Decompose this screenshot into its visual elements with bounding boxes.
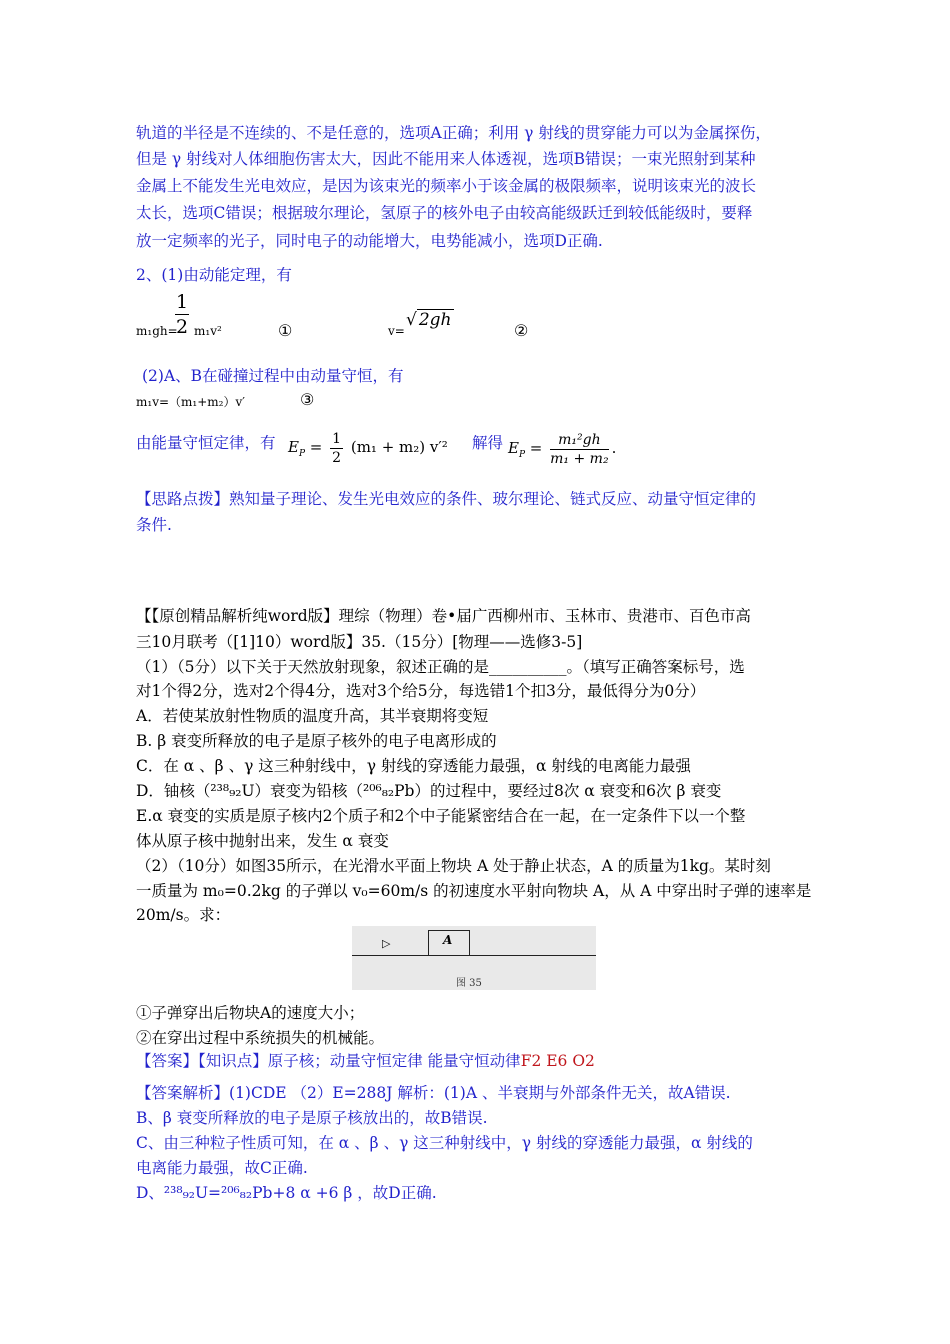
bullet-icon: ▷ [382, 937, 391, 950]
hint-line: 【思路点拨】熟知量子理论、发生光电效应的条件、玻尔理论、链式反应、动量守恒定律的 [136, 490, 757, 508]
problem-title: 三10月联考（[1]10）word版】35.（15分）[物理——选修3-5] [136, 633, 583, 651]
eq1-fraction [174, 290, 190, 339]
option-c: C．在 α 、β 、γ 这三种射线中，γ 射线的穿透能力最强，α 射线的电离能力最强 [136, 757, 691, 775]
explanation-line: B、β 衰变所释放的电子是原子核放出的，故B错误. [136, 1109, 488, 1127]
explanation-line: 电离能力最强，故C正确. [136, 1159, 308, 1177]
circle-marker-3: ③ [300, 390, 315, 409]
circle-marker-1: ① [278, 321, 293, 340]
energy-label: 由能量守恒定律，有 [136, 434, 276, 452]
q2-line2: (2)A、B在碰撞过程中由动量守恒，有 [142, 367, 404, 385]
paragraph-line: 放一定频率的光子，同时电子的动能增大，电势能减小，选项D正确. [136, 232, 603, 250]
option-b: B. β 衰变所释放的电子是原子核外的电子电离形成的 [136, 732, 497, 750]
solve-energy-subscript: P [518, 450, 526, 460]
question-1: ①子弹穿出后物块A的速度大小； [136, 1004, 365, 1022]
problem-title: 【【原创精品解析纯word版】理综（物理）卷•届广西柳州市、玉林市、贵港市、百色市高 [136, 607, 751, 625]
energy-subscript: P [298, 449, 306, 459]
explanation-line [136, 1082, 731, 1104]
eq3: m₁v=（m₁+m₂）v′ [136, 395, 245, 409]
solve-den: m₁ + m₂ [550, 450, 609, 467]
horizontal-surface [352, 955, 596, 956]
figure-caption: 图 35 [456, 978, 482, 989]
problem-part1: 对1个得2分，选对2个得4分，选对3个给5分，每选错1个扣3分，最低得分为0分） [136, 682, 706, 700]
circle-marker-2: ② [514, 321, 529, 340]
option-a: A．若使某放射性物质的温度升高，其半衰期将变短 [136, 707, 489, 725]
energy-symbol: E [288, 438, 299, 456]
answer-codes: F2 E6 O2 [520, 1052, 595, 1070]
problem-part1: （1）（5分）以下关于天然放射现象，叙述正确的是__________。（填写正确答案标号，选 [136, 658, 745, 676]
paragraph-line: 但是 γ 射线对人体细胞伤害太大，因此不能用来人体透视，选项B错误；一束光照射到某种 [136, 150, 756, 168]
equals-sign: = [309, 438, 323, 456]
explanation-line: C、由三种粒子性质可知，在 α 、β 、γ 这三种射线中，γ 射线的穿透能力最强，α 射线的 [136, 1134, 753, 1152]
block-a [428, 930, 470, 955]
energy-equation [288, 426, 448, 468]
paragraph-line: 太长，选项C错误；根据玻尔理论，氢原子的核外电子由较高能级跃迁到较低能级时，要释 [136, 204, 753, 222]
explanation-line: D、²³⁸₉₂U=²⁰⁶₈₂Pb+8 α +6 β ，故D正确. [136, 1184, 437, 1202]
solve-energy-symbol: E [508, 439, 519, 457]
paragraph-line: 金属上不能发生光电效应，是因为该束光的频率小于该金属的极限频率，说明该束光的波长 [136, 177, 757, 195]
solve-num: m₁²gh [550, 431, 608, 450]
half-fraction [330, 430, 343, 467]
paragraph-line: 轨道的半径是不连续的、不是任意的，选项A正确；利用 γ 射线的贯穿能力可以为金属探伤， [136, 124, 771, 142]
answer-knowledge: 【答案】【知识点】原子核；动量守恒定律 能量守恒动律 [136, 1052, 521, 1070]
figure-35 [352, 926, 596, 990]
answer-line [136, 1050, 595, 1072]
eq2-root [406, 308, 454, 332]
sqrt-icon: √ [406, 310, 417, 330]
explanation-label: 【答案解析】 [136, 1084, 230, 1102]
problem-part2: 一质量为 m₀=0.2kg 的子弹以 v₀=60m/s 的初速度水平射向物块 A，从 A 中穿出时子弹的速率是 [136, 882, 812, 900]
solve-equation: $E_P$ = $\frac{\text{m₁²gh}}{\text{m₁ + m₂}}$ . [508, 431, 617, 467]
solve-fraction [550, 431, 608, 468]
eq1-frac-den: 2 [175, 316, 189, 338]
eq1-frac-num: 1 [175, 291, 189, 313]
energy-rhs: (m₁ + m₂) v′² [350, 438, 448, 456]
eq2-radicand: 2gh [418, 310, 452, 330]
option-d: D．铀核（²³⁸₉₂U）衰变为铅核（²⁰⁶₈₂Pb）的过程中，要经过8次 α 衰变和6次 β 衰变 [136, 782, 722, 800]
q2-line1: 2、(1)由动能定理，有 [136, 266, 292, 284]
explanation-text: (1)CDE （2）E=288J 解析：(1)A 、半衰期与外部条件无关，故A错误. [229, 1084, 731, 1102]
eq2-left: v= [388, 324, 405, 338]
solve-label: 解得 [472, 434, 504, 452]
option-e: 体从原子核中抛射出来，发生 α 衰变 [136, 832, 389, 850]
solve-equals: = [529, 439, 543, 457]
eq1-right: m₁v² [194, 324, 222, 338]
question-2: ②在穿出过程中系统损失的机械能。 [136, 1029, 385, 1047]
option-e: E.α 衰变的实质是原子核内2个质子和2个中子能紧密结合在一起，在一定条件下以一个整 [136, 807, 746, 825]
problem-part2: （2）（10分）如图35所示，在光滑水平面上物块 A 处于静止状态，A 的质量为1kg。某时刻 [136, 857, 771, 875]
hint-line: 条件. [136, 516, 172, 534]
half-num: 1 [332, 430, 342, 447]
eq1-left: m₁gh= [136, 324, 178, 338]
problem-part2: 20m/s。求： [136, 906, 231, 924]
block-a-label: A [443, 933, 453, 947]
half-den: 2 [332, 449, 342, 466]
